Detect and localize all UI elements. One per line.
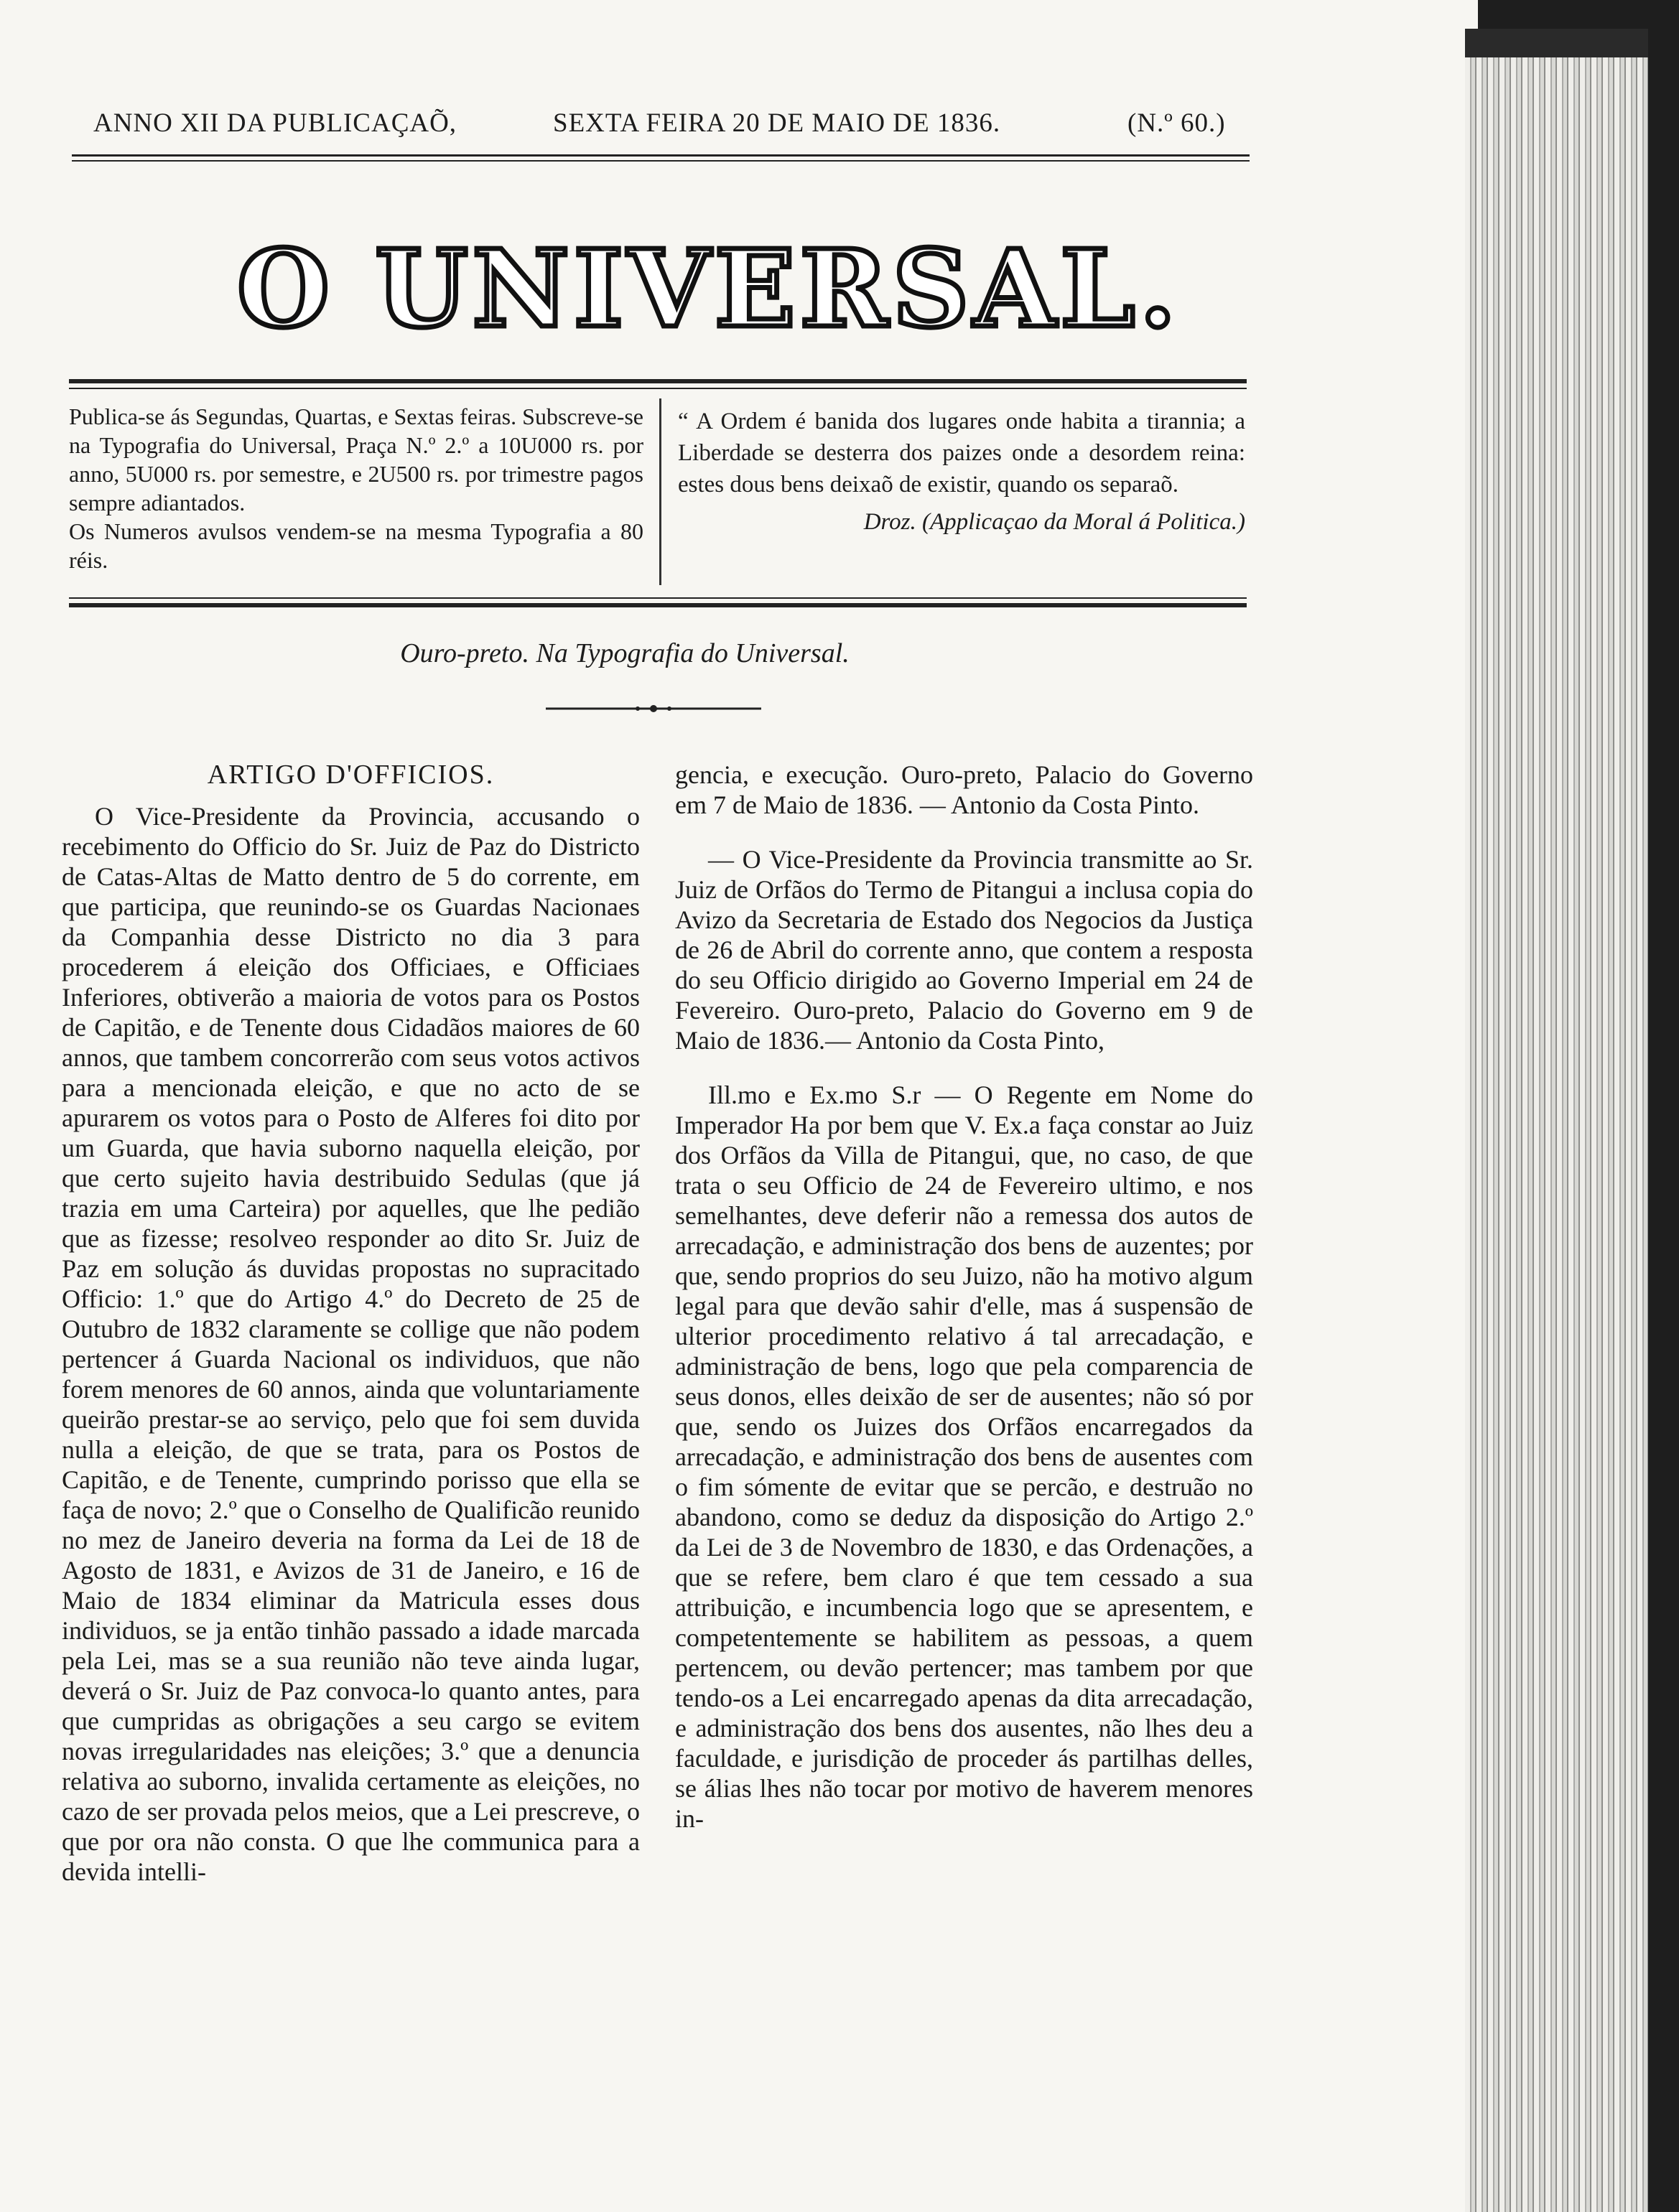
book-binding-shadow	[1465, 29, 1648, 57]
issue-date: SEXTA FEIRA 20 DE MAIO DE 1836.	[553, 108, 1001, 138]
article-paragraph: Ill.mo e Ex.mo S.r — O Regente em Nome do Imperador Ha por bem que V. Ex.a faça constar ao Juiz dos Orfãos da Villa de Pitangui, que, no caso, de que trata o seu Officio de 24 de Fevereiro ultimo, e nos semelhantes, deve deferir não a remessa dos autos de arrecadação, e administração dos bens de auzentes; por que, sendo proprios do seu Juizo, não ha motivo algum legal para que devão sahir d'elle, mas á suspensão de ulterior procedimento relativo á tal arrecadação, e administração de bens, logo que pela comparencia de seus donos, elles deixão de ser de ausentes; não só por que, sendo os Juizes dos Orfãos encarregados da arrecadação, e administração dos bens de ausentes com o fim sómente de evitar que se percão, e destruão no abandono, como se deduz da disposição do Artigo 2.º da Lei de 3 de Novembro de 1830, e das Ordenações, a que se refere, bem claro é que tem cessado a sua attribuição, e incumbencia logo que se apresentem, e competentemente se habilitem as pessoas, a quem pertencem, ou devão pertencer; mas tambem por que tendo-os a Lei encarregado apenas da dita arrecadação, e administração dos bens dos ausentes, não lhes deu a faculdade, e jurisdição de proceder ás partilhas delles, se álias lhes não tocar por motivo de haverem menores in-	[675, 1081, 1253, 1833]
article-paragraph: O Vice-Presidente da Provincia, accusando o recebimento do Officio do Sr. Juiz de Paz do Districto de Catas-Altas de Matto dentro de 5 do corrente, em que participa, que reunindo-se os Guardas Nacionaes da Companhia desse Districto no dia 3 para procederem á eleição dos Officiaes, e Officiaes Inferiores, obtiverão a maioria de votos para os Postos de Capitão, e de Tenente dous Cidadãos maiores de 60 annos, que tambem concorrerão com seus votos activos para a mencionada eleição, e que no acto de se apurarem os votos para o Posto de Alferes foi dito por um Guarda, que havia suborno naquella eleição, por que certo sujeito havia destribuido Sedulas (que já trazia em uma Carteira) por aquelles, que lhe pedião que as fizesse; resolveo responder ao dito Sr. Juiz de Paz em solução ás duvidas propostas no supracitado Officio: 1.º que do Artigo 4.º do Decreto de 25 de Outubro de 1832 claramente se collige que não podem pertencer á Guarda Nacional os individuos, que não forem menores de 60 annos, ainda que voluntariamente queirão prestar-se ao serviço, pelo que foi sem duvida nulla a eleição, de que se trata, para os Postos de Capitão, e de Tenente, cumprindo porisso que ella se faça de novo; 2.º que o Conselho de Qualificão reunido no mez de Janeiro deveria na forma da Lei de 18 de Agosto de 1831, e Avizos de 31 de Janeiro, e 16 de Maio de 1834 eliminar da Matricula esses dous individuos, se ja então tinhão passado a idade marcada pela Lei, mas se a sua reunião não teve ainda lugar, deverá o Sr. Juiz de Paz convoca-lo quanto antes, para que cumpridas as obrigações a seu cargo se evitem novas irregularidades nas eleições; 3.º que a denuncia relativa ao suborno, invalida certamente as eleições, no cazo de ser provada pelos meios, que a Lei prescreve, o que por ora não consta. O que lhe communica para a devida intelli-	[62, 802, 640, 1886]
header-line	[72, 108, 1250, 148]
epigraph-attribution: Droz. (Applicaçao da Moral á Politica.)	[863, 509, 1245, 535]
article-paragraph: gencia, e execução. Ouro-preto, Palacio do Governo em 7 de Maio de 1836. — Antonio da Costa Pinto.	[675, 760, 1253, 819]
ornament-rule-icon	[546, 705, 761, 712]
year-label: ANNO XII DA PUBLICAÇAÕ,	[93, 108, 457, 138]
subscription-line: Publica-se ás Segundas, Quartas, e Sextas feiras. Subscreve-se na Typografia do Universal, Praça N.º 2.º a 10U000 rs. por anno, 5U000 rs. por semestre, e 2U500 rs. por trimestre pagos sempre adiantados.	[69, 403, 643, 515]
masthead-title: O UNIVERSAL.	[237, 226, 1181, 351]
article-column-right	[675, 760, 1253, 1834]
box-bottom-rule	[69, 603, 1247, 607]
header-rule	[72, 154, 1250, 157]
box-top-rule-thin	[69, 388, 1247, 389]
imprint-line: Ouro-preto. Na Typografia do Universal.	[400, 638, 850, 668]
box-top-rule	[69, 379, 1247, 383]
header-rule-thin	[72, 160, 1250, 162]
article-paragraph: — O Vice-Presidente da Provincia transmitte ao Sr. Juiz de Orfãos do Termo de Pitangui a inclusa copia do Avizo da Secretaria de Estado dos Negocios da Justiça de 26 de Abril do corrente anno, que contem a resposta do seu Officio dirigido ao Governo Imperial em 24 de Fevereiro. Ouro-preto, Palacio do Governo em 9 de Maio de 1836.— Antonio da Costa Pinto,	[675, 845, 1253, 1055]
issue-number: (N.º 60.)	[1127, 108, 1226, 138]
epigraph-quote: “ A Ordem é banida dos lugares onde habita a tirannia; a Liberdade se desterra dos paizes onde a desordem reina: estes dous bens deixaõ de existir, quando os separaõ.	[678, 409, 1245, 498]
book-page-edges	[1465, 29, 1648, 2212]
article-column-left	[62, 760, 640, 1887]
box-bottom-rule-thin	[69, 597, 1247, 599]
subscription-info	[69, 402, 643, 574]
article-heading: ARTIGO D'OFFICIOS.	[207, 760, 495, 790]
epigraph	[678, 406, 1245, 538]
box-divider	[659, 398, 661, 585]
subscription-line: Os Numeros avulsos vendem-se na mesma Typografia a 80 réis.	[69, 518, 643, 573]
